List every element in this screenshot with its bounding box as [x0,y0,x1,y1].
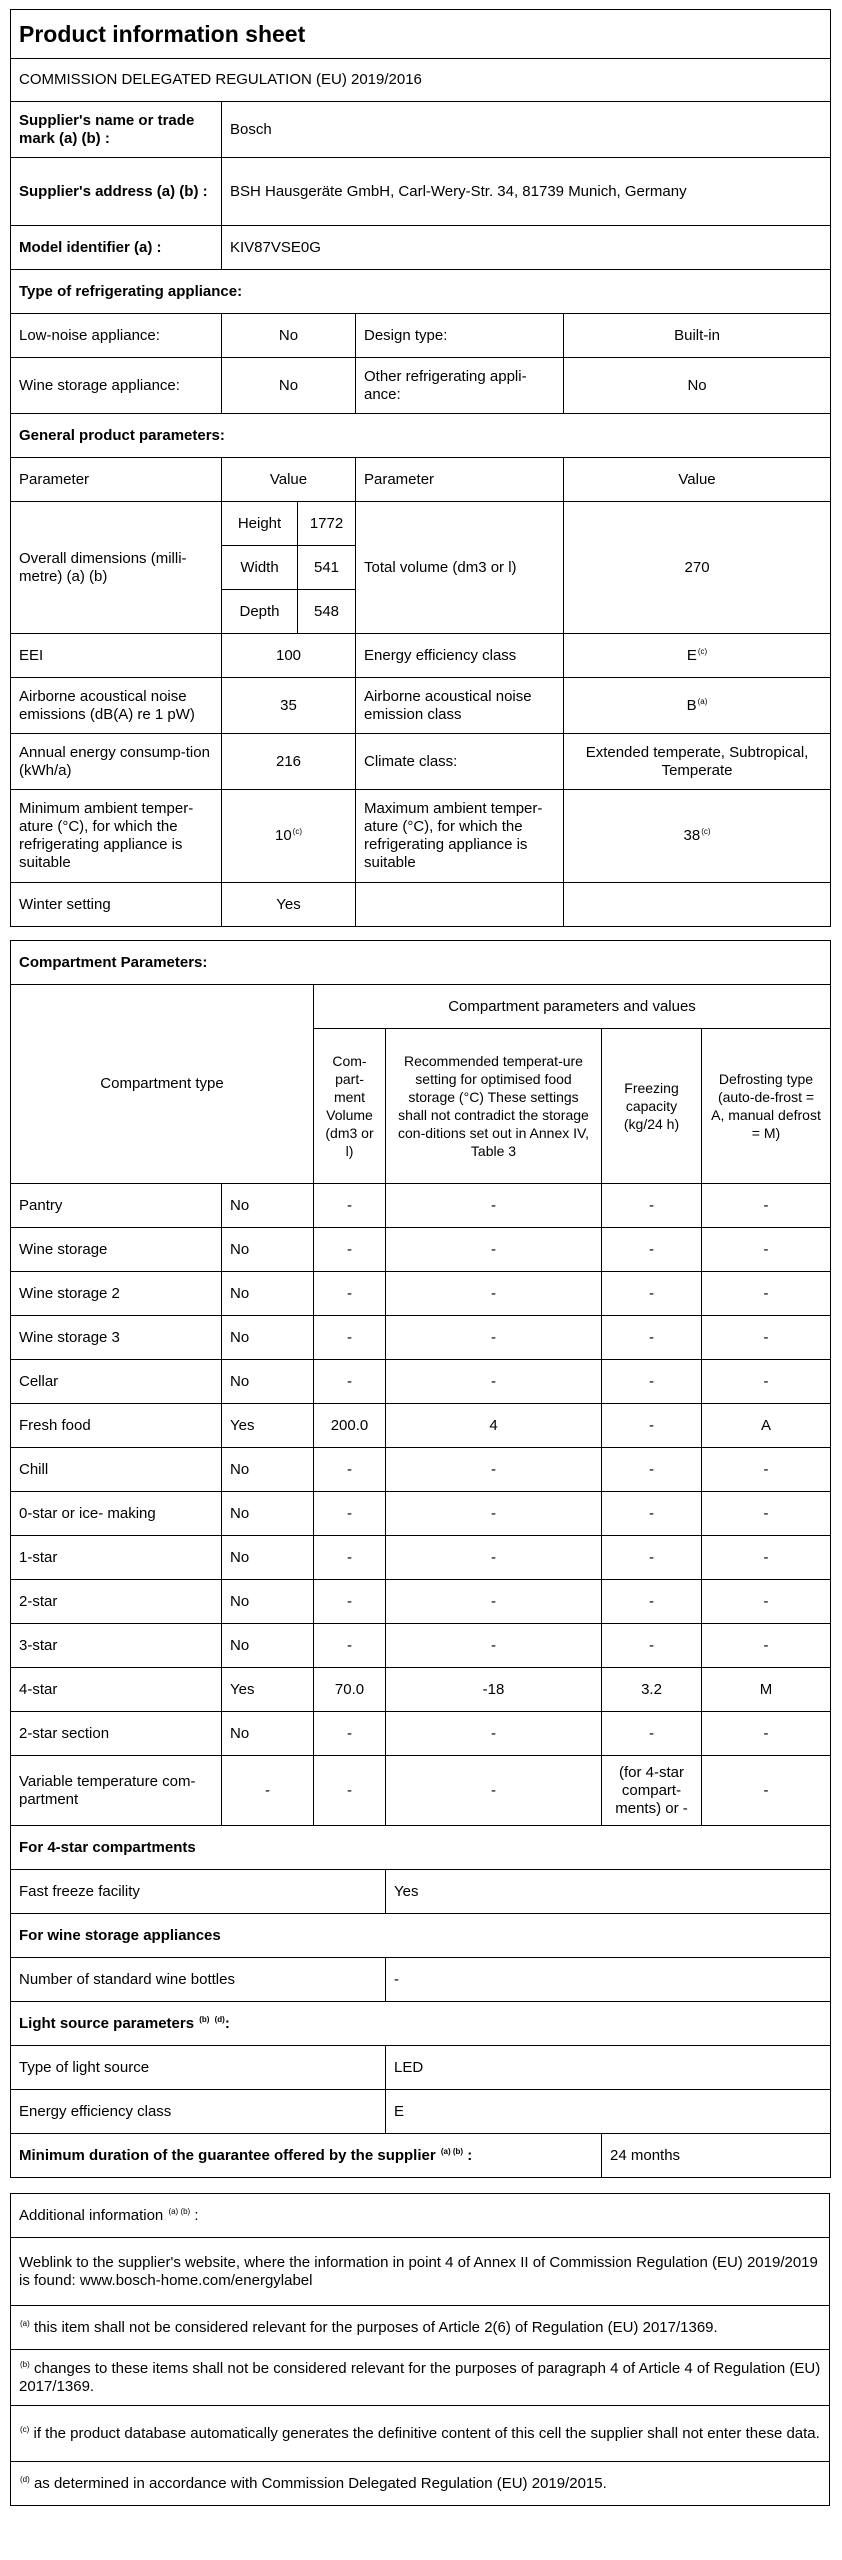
light-type-value: LED [386,2046,831,2090]
compartment-temp: - [386,1580,602,1624]
regulation-reference: COMMISSION DELEGATED REGULATION (EU) 2019/2016 [11,59,831,102]
appliance-type-heading: Type of refrigerating appliance: [11,270,831,314]
compartment-volume: - [314,1228,386,1272]
energy-class-label: Energy efficiency class [356,634,564,678]
additional-information-label: Additional information $^{(a) (b)}$ : [11,2194,830,2238]
wine-storage-value: No [222,358,356,414]
table-row [11,1712,831,1756]
compartment-freezing: 3.2 [602,1668,702,1712]
compartment-defrost: - [702,1492,831,1536]
fast-freeze-value: Yes [386,1870,831,1914]
compartment-freezing: - [602,1448,702,1492]
compartment-volume: - [314,1624,386,1668]
design-type-value: Built-in [564,314,831,358]
compartment-name: Chill [11,1448,222,1492]
height-value: 1772 [298,502,356,546]
min-ambient-temp-value: 10$^{(c)}$ [222,790,356,883]
fast-freeze-label: Fast freeze facility [11,1870,386,1914]
compartment-present: No [222,1448,314,1492]
compartment-freezing: - [602,1316,702,1360]
compartment-temp: - [386,1712,602,1756]
compartment-defrost: - [702,1624,831,1668]
depth-value: 548 [298,590,356,634]
compartment-defrost: - [702,1448,831,1492]
compartment-freezing: - [602,1404,702,1448]
compartment-freezing: - [602,1360,702,1404]
page-title: Product information sheet [11,10,831,59]
footnote-c: $^{(c)}$ if the product database automatically generates the definitive content of this cell the supplier shall not enter these data. [11,2406,830,2462]
compartment-temp: - [386,1448,602,1492]
compartment-present: No [222,1272,314,1316]
compartment-volume: - [314,1536,386,1580]
compartment-volume: 200.0 [314,1404,386,1448]
compartment-present: No [222,1492,314,1536]
compartment-freezing: - [602,1712,702,1756]
main-parameters-table [10,9,831,927]
compartment-defrost: - [702,1756,831,1826]
table-row [11,1580,831,1624]
compartment-name: Wine storage 3 [11,1316,222,1360]
dimensions-label: Overall dimensions (milli-metre) (a) (b) [11,502,222,634]
compartment-values-header: Compartment parameters and values [314,985,831,1029]
compartment-present: - [222,1756,314,1826]
max-ambient-temp-value: 38$^{(c)}$ [564,790,831,883]
compartment-defrost: - [702,1580,831,1624]
model-identifier: KIV87VSE0G [222,226,831,270]
min-ambient-temp-label: Minimum ambient temper-ature (°C), for which the refrigerating appliance is suitable [11,790,222,883]
table-row [11,1404,831,1448]
compartment-name: 3-star [11,1624,222,1668]
annual-energy-label: Annual energy consump-tion (kWh/a) [11,734,222,790]
compartment-defrost: - [702,1272,831,1316]
table-row [11,1360,831,1404]
table-row [11,1272,831,1316]
parameter-header: Parameter [11,458,222,502]
compartment-present: No [222,1580,314,1624]
footnote-a: $^{(a)}$ this item shall not be considered relevant for the purposes of Article 2(6) of Regulation (EU) 2017/1369. [11,2306,830,2350]
table-row [11,1492,831,1536]
compartment-name: Wine storage [11,1228,222,1272]
compartment-temp: - [386,1624,602,1668]
compartment-freezing: - [602,1580,702,1624]
wine-bottles-label: Number of standard wine bottles [11,1958,386,2002]
compartment-temp: - [386,1316,602,1360]
energy-class-value: $E^{(c)}$ [564,634,831,678]
compartment-volume: - [314,1316,386,1360]
height-label: Height [222,502,298,546]
total-volume-label: Total volume (dm3 or l) [356,502,564,634]
light-class-label: Energy efficiency class [11,2090,386,2134]
compartment-parameters-table [10,940,831,2178]
additional-information-table [10,2193,830,2506]
compartment-temp: - [386,1272,602,1316]
compartment-present: No [222,1184,314,1228]
compartment-temp: - [386,1228,602,1272]
compartment-volume: - [314,1448,386,1492]
eei-label: EEI [11,634,222,678]
compartment-defrost: - [702,1712,831,1756]
compartment-present: No [222,1316,314,1360]
other-appliance-value: No [564,358,831,414]
max-ambient-temp-label: Maximum ambient temper-ature (°C), for which the refrigerating appliance is suitable [356,790,564,883]
product-information-sheet [10,9,830,2506]
model-identifier-label: Model identifier (a) : [11,226,222,270]
supplier-weblink: Weblink to the supplier's website, where the information in point 4 of Annex II of Commission Regulation (EU) 2019/2019 is found: www.bosch-home.com/energylabel [11,2238,830,2306]
compartment-defrost: - [702,1316,831,1360]
climate-class-label: Climate class: [356,734,564,790]
compartment-freezing: - [602,1492,702,1536]
table-row [11,1448,831,1492]
climate-class-value: Extended temperate, Subtropical, Temperate [564,734,831,790]
compartment-present: No [222,1536,314,1580]
guarantee-value: 24 months [602,2134,831,2178]
compartment-present: No [222,1228,314,1272]
supplier-name-label: Supplier's name or trade mark (a) (b) : [11,102,222,158]
compartment-volume: - [314,1272,386,1316]
winter-setting-value: Yes [222,883,356,927]
compartment-present: Yes [222,1668,314,1712]
compartment-temp: - [386,1492,602,1536]
compartment-present: Yes [222,1404,314,1448]
compartment-volume: - [314,1756,386,1826]
compartment-type-header: Compartment type [11,985,314,1184]
footnote-b: $^{(b)}$ changes to these items shall not be considered relevant for the purposes of paragraph 4 of Article 4 of Regulation (EU) 2017/1369. [11,2350,830,2406]
recommended-temp-header: Recommended temperat-ure setting for optimised food storage (°C) These settings shall not contradict the storage con-ditions set out in Annex IV, Table 3 [386,1029,602,1184]
wine-storage-label: Wine storage appliance: [11,358,222,414]
width-label: Width [222,546,298,590]
compartment-present: No [222,1360,314,1404]
compartment-volume: - [314,1492,386,1536]
empty-cell [564,883,831,927]
table-row [11,1668,831,1712]
value-header: Value [222,458,356,502]
low-noise-label: Low-noise appliance: [11,314,222,358]
eei-value: 100 [222,634,356,678]
table-row [11,1536,831,1580]
total-volume-value: 270 [564,502,831,634]
compartment-defrost: - [702,1184,831,1228]
compartment-freezing: - [602,1624,702,1668]
light-type-label: Type of light source [11,2046,386,2090]
compartment-name: Fresh food [11,1404,222,1448]
compartment-freezing: (for 4-star compart-ments) or - [602,1756,702,1826]
compartment-parameters-heading: Compartment Parameters: [11,941,831,985]
compartment-name: Wine storage 2 [11,1272,222,1316]
noise-emissions-value: 35 [222,678,356,734]
footnote-d: $^{(d)}$ as determined in accordance with Commission Delegated Regulation (EU) 2019/2015. [11,2462,830,2506]
compartment-defrost: - [702,1228,831,1272]
table-row [11,1756,831,1826]
table-row [11,1228,831,1272]
compartment-temp: - [386,1184,602,1228]
low-noise-value: No [222,314,356,358]
noise-class-label: Airborne acoustical noise emission class [356,678,564,734]
design-type-label: Design type: [356,314,564,358]
compartment-freezing: - [602,1228,702,1272]
defrosting-type-header: Defrosting type (auto-de-frost = A, manual defrost = M) [702,1029,831,1184]
compartment-defrost: - [702,1536,831,1580]
compartment-rows [11,1184,831,1826]
compartment-defrost: - [702,1360,831,1404]
compartment-name: 0-star or ice- making [11,1492,222,1536]
compartment-freezing: - [602,1536,702,1580]
compartment-name: 4-star [11,1668,222,1712]
table-row [11,1316,831,1360]
compartment-temp: 4 [386,1404,602,1448]
table-row [11,1624,831,1668]
light-source-heading: Light source parameters $^{(b)}$ $^{(d)}$: [11,2002,831,2046]
compartment-freezing: - [602,1184,702,1228]
compartment-defrost: A [702,1404,831,1448]
compartment-temp: - [386,1360,602,1404]
parameter-header-2: Parameter [356,458,564,502]
compartment-freezing: - [602,1272,702,1316]
compartment-name: Variable temperature com-partment [11,1756,222,1826]
compartment-volume: - [314,1360,386,1404]
compartment-name: 2-star [11,1580,222,1624]
supplier-address: BSH Hausgeräte GmbH, Carl-Wery-Str. 34, 81739 Munich, Germany [222,158,831,226]
compartment-temp: - [386,1756,602,1826]
compartment-name: 1-star [11,1536,222,1580]
wine-appliances-heading: For wine storage appliances [11,1914,831,1958]
compartment-defrost: M [702,1668,831,1712]
empty-cell [356,883,564,927]
winter-setting-label: Winter setting [11,883,222,927]
compartment-name: Cellar [11,1360,222,1404]
four-star-heading: For 4-star compartments [11,1826,831,1870]
annual-energy-value: 216 [222,734,356,790]
guarantee-label: Minimum duration of the guarantee offered by the supplier $^{(a) (b)}$ : [11,2134,602,2178]
compartment-temp: -18 [386,1668,602,1712]
depth-label: Depth [222,590,298,634]
supplier-address-label: Supplier's address (a) (b) : [11,158,222,226]
compartment-volume: 70.0 [314,1668,386,1712]
supplier-name: Bosch [222,102,831,158]
general-parameters-heading: General product parameters: [11,414,831,458]
wine-bottles-value: - [386,1958,831,2002]
value-header-2: Value [564,458,831,502]
compartment-present: No [222,1624,314,1668]
compartment-volume: - [314,1580,386,1624]
table-row [11,1184,831,1228]
compartment-temp: - [386,1536,602,1580]
width-value: 541 [298,546,356,590]
compartment-name: 2-star section [11,1712,222,1756]
noise-emissions-label: Airborne acoustical noise emissions (dB(A) re 1 pW) [11,678,222,734]
compartment-name: Pantry [11,1184,222,1228]
light-class-value: E [386,2090,831,2134]
compartment-volume: - [314,1712,386,1756]
freezing-capacity-header: Freezing capacity (kg/24 h) [602,1029,702,1184]
compartment-volume: - [314,1184,386,1228]
compartment-present: No [222,1712,314,1756]
noise-class-value: $B^{(a)}$ [564,678,831,734]
other-appliance-label: Other refrigerating appli-ance: [356,358,564,414]
compartment-volume-header: Com-part-ment Volume (dm3 or l) [314,1029,386,1184]
